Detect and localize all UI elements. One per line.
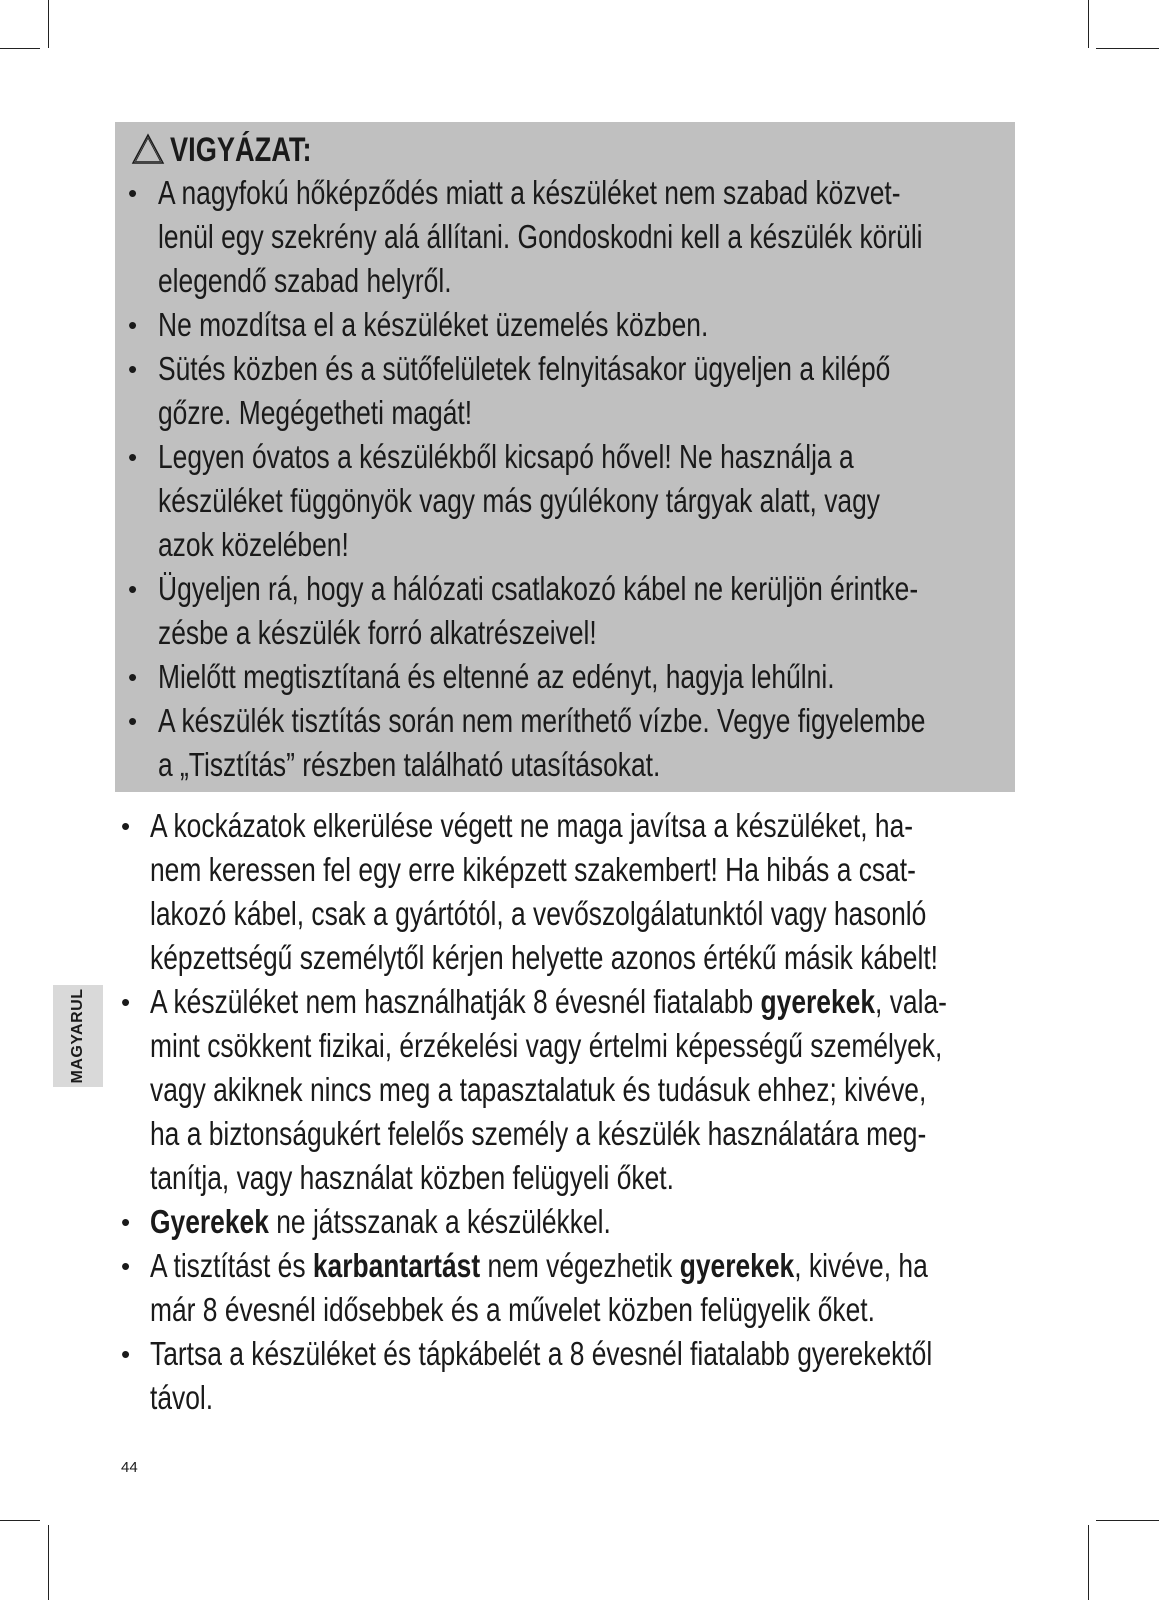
- crop-mark: [0, 48, 40, 49]
- list-item-line: [158, 215, 923, 259]
- list-item-line: [158, 743, 660, 787]
- text-run: már 8 évesnél idősebbek és a művelet közben felügyelik őket.: [150, 1291, 875, 1328]
- emphasis-text: Gyerekek: [150, 1203, 269, 1240]
- list-item-line: [150, 1156, 674, 1200]
- emphasis-text: gyerekek: [760, 983, 876, 1020]
- text-run: távol.: [150, 1379, 214, 1416]
- list-item-line: [158, 435, 854, 479]
- bullet-icon: •: [128, 706, 138, 736]
- crop-mark: [1096, 48, 1159, 49]
- list-item-line: [158, 523, 349, 567]
- list-item-line: [150, 1112, 926, 1156]
- text-run: ne játsszanak a készülékkel.: [268, 1203, 611, 1240]
- bullet-icon: •: [121, 987, 131, 1017]
- text-run: A készülék tisztítás során nem meríthető vízbe. Vegye figyelembe: [158, 702, 926, 739]
- list-item-line: [158, 479, 880, 523]
- crop-mark: [1096, 1520, 1159, 1521]
- list-item-line: [150, 1068, 926, 1112]
- text-run: vagy akiknek nincs meg a tapasztalatuk és tudásuk ehhez; kivéve,: [150, 1071, 927, 1108]
- bullet-icon: •: [128, 310, 138, 340]
- list-item-line: [150, 804, 913, 848]
- bullet-icon: •: [121, 1207, 131, 1237]
- list-item-line: [158, 655, 835, 699]
- crop-mark: [0, 1520, 40, 1521]
- list-item-line: [158, 259, 452, 303]
- list-item-line: [158, 347, 890, 391]
- text-run: Sütés közben és a sütőfelületek felnyitásakor ügyeljen a kilépő: [158, 350, 891, 387]
- bullet-icon: •: [121, 1339, 131, 1369]
- text-run: A tisztítást és: [150, 1247, 313, 1284]
- bullet-icon: •: [128, 178, 138, 208]
- text-run: zésbe a készülék forró alkatrészeivel!: [158, 614, 597, 651]
- crop-mark: [1088, 0, 1089, 48]
- page-number: 44: [121, 1459, 138, 1476]
- crop-mark: [48, 1525, 49, 1600]
- text-run: lakozó kábel, csak a gyártótól, a vevőszolgálatunktól vagy hasonló: [150, 895, 927, 932]
- text-run: lenül egy szekrény alá állítani. Gondoskodni kell a készülék körüli: [158, 218, 923, 255]
- text-run: készüléket függönyök vagy más gyúlékony tárgyak alatt, vagy: [158, 482, 880, 519]
- list-item-line: [150, 1288, 875, 1332]
- bullet-icon: •: [121, 1251, 131, 1281]
- text-run: Ügyeljen rá, hogy a hálózati csatlakozó kábel ne kerüljön érintke-: [158, 570, 919, 607]
- bullet-icon: •: [128, 574, 138, 604]
- crop-mark: [1088, 1525, 1089, 1600]
- text-run: nem keressen fel egy erre kiképzett szakembert! Ha hibás a csat-: [150, 851, 916, 888]
- text-run: tanítja, vagy használat közben felügyeli őket.: [150, 1159, 674, 1196]
- list-item-line: [150, 1244, 928, 1288]
- list-item-line: [158, 567, 918, 611]
- text-run: Mielőtt megtisztítaná és eltenné az edényt, hagyja lehűlni.: [158, 658, 835, 695]
- list-item-line: [150, 1376, 213, 1420]
- list-item-line: [158, 171, 901, 215]
- text-run: mint csökkent fizikai, érzékelési vagy értelmi képességű személyek,: [150, 1027, 943, 1064]
- list-item-line: [158, 391, 472, 435]
- text-run: képzettségű személytől kérjen helyette azonos értékű másik kábelt!: [150, 939, 939, 976]
- bullet-icon: •: [128, 442, 138, 472]
- language-tab-label: MAGYARUL: [69, 988, 86, 1084]
- list-item-line: [158, 699, 925, 743]
- text-run: azok közelében!: [158, 526, 349, 563]
- list-item-line: [158, 303, 708, 347]
- bullet-icon: •: [128, 354, 138, 384]
- text-run: A kockázatok elkerülése végett ne maga javítsa a készüléket, ha-: [150, 807, 914, 844]
- list-item-line: [150, 892, 926, 936]
- emphasis-text: karbantartást: [312, 1247, 481, 1284]
- warning-heading: [170, 128, 312, 172]
- text-run: elegendő szabad helyről.: [158, 262, 452, 299]
- text-run: A készüléket nem használhatják 8 évesnél fiatalabb: [150, 983, 761, 1020]
- bullet-icon: •: [121, 811, 131, 841]
- warning-triangle-icon: [131, 133, 165, 165]
- text-run: gőzre. Megégetheti magát!: [158, 394, 473, 431]
- bullet-icon: •: [128, 662, 138, 692]
- list-item-line: [158, 611, 597, 655]
- list-item-line: [150, 936, 938, 980]
- emphasis-text: gyerekek: [679, 1247, 795, 1284]
- list-item-line: [150, 980, 947, 1024]
- list-item-line: [150, 1332, 932, 1376]
- text-run: A nagyfokú hőképződés miatt a készüléket nem szabad közvet-: [158, 174, 901, 211]
- warning-heading-text: VIGYÁZAT:: [170, 131, 312, 169]
- text-run: Tartsa a készüléket és tápkábelét a 8 évesnél fiatalabb gyerekektől: [150, 1335, 933, 1372]
- text-run: ha a biztonságukért felelős személy a készülék használatára meg-: [150, 1115, 927, 1152]
- list-item-line: [150, 1200, 611, 1244]
- text-run: , vala-: [875, 983, 947, 1020]
- text-run: nem végezhetik: [480, 1247, 680, 1284]
- language-tab: [53, 985, 103, 1087]
- text-run: Ne mozdítsa el a készüléket üzemelés közben.: [158, 306, 709, 343]
- text-run: , kivéve, ha: [794, 1247, 928, 1284]
- crop-mark: [48, 0, 49, 48]
- text-run: a „Tisztítás” részben található utasításokat.: [158, 746, 661, 783]
- text-run: Legyen óvatos a készülékből kicsapó hővel! Ne használja a: [158, 438, 854, 475]
- list-item-line: [150, 848, 916, 892]
- list-item-line: [150, 1024, 942, 1068]
